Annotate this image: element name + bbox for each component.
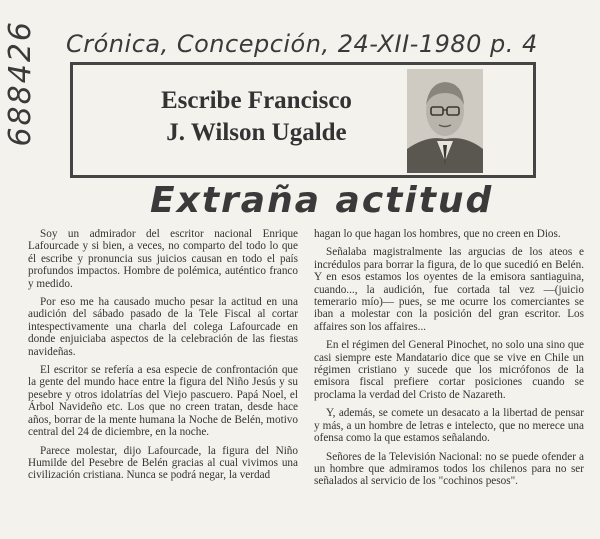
paragraph: El escritor se refería a esa especie de confrontación que la gente del mundo hace entre la figura del Niño Jesús y su pesebre y otros idolatrías del Viejo pascuero. Papá Noel, el Árbol Navideño etc. Los que no creen tratan, desde hace años, borrar de la mente humana la Noche de Belén, motivo central del 24 de diciembre, en la noche. bbox=[28, 364, 298, 439]
paragraph: hagan lo que hagan los hombres, que no creen en Dios. bbox=[314, 228, 561, 240]
byline-line-2: J. Wilson Ugalde bbox=[166, 119, 347, 146]
paragraph: Parece molestar, dijo Lafourcade, la figura del Niño Humilde del Pesebre de Belén gracias al cual vivimos una civilización cristiana. Nunca se podrá negar, la verdad bbox=[28, 444, 298, 482]
byline bbox=[161, 85, 352, 149]
byline-line-1: Escribe Francisco bbox=[161, 87, 352, 114]
paragraph: En el régimen del General Pinochet, no solo una sino que casi siempre este Mandatario dice que se vive en Chile un régimen cristiano y sucede que los micrófonos de la emisora fiscal prefiere cortar posiciones cuando se proclama la verdad del Cristo de Nazareth. bbox=[314, 339, 584, 401]
paragraph: Señores de la Televisión Nacional: no se puede ofender a un hombre que admiramos todos los chilenos para no ser señalados al servicio de los "cochinos pesos". bbox=[314, 450, 584, 488]
article-column-left bbox=[28, 228, 298, 488]
author-portrait bbox=[407, 69, 483, 173]
headline: Extraña actitud bbox=[150, 180, 494, 221]
paragraph: Y, además, se comete un desacato a la libertad de pensar y más, a un hombre de letras e intelecto, que no merece una ofensa como la que estamos señalando. bbox=[314, 407, 584, 445]
paragraph: Señalaba magistralmente las argucias de los ateos e incrédulos para borrar la figura, de lo que sucedió en Belén. Y en esos estamos los oyentes de la emisora santiaguina, cuando..., la audición, fue cortada tal vez —(juicio temerario mío)— pues, se me ocurre los comerciantes se iban a molestar con la posición del gran escritor. Los affaires son los affaires... bbox=[314, 246, 584, 333]
source-annotation: Crónica, Concepción, 24-XII-1980 p. 4 bbox=[66, 30, 538, 58]
article-column-right bbox=[314, 228, 584, 494]
byline-box bbox=[70, 62, 536, 178]
paragraph: Por eso me ha causado mucho pesar la actitud en una audición del sábado pasado de la Tele Fiscal al cortar intespectivamente una charla del colega Lafourcade en donde enjuiciaba aspectos de la celebración de las fiestas navideñas. bbox=[28, 296, 298, 358]
paragraph: Soy un admirador del escritor nacional Enrique Lafourcade y si bien, a veces, no comparto del todo lo que él escribe y pronuncia sus juicios causan en todo el país profundos impactos. Hombre de polémica, auténtico franco y medido. bbox=[28, 228, 298, 290]
archive-number-annotation: 688426 bbox=[3, 20, 38, 147]
